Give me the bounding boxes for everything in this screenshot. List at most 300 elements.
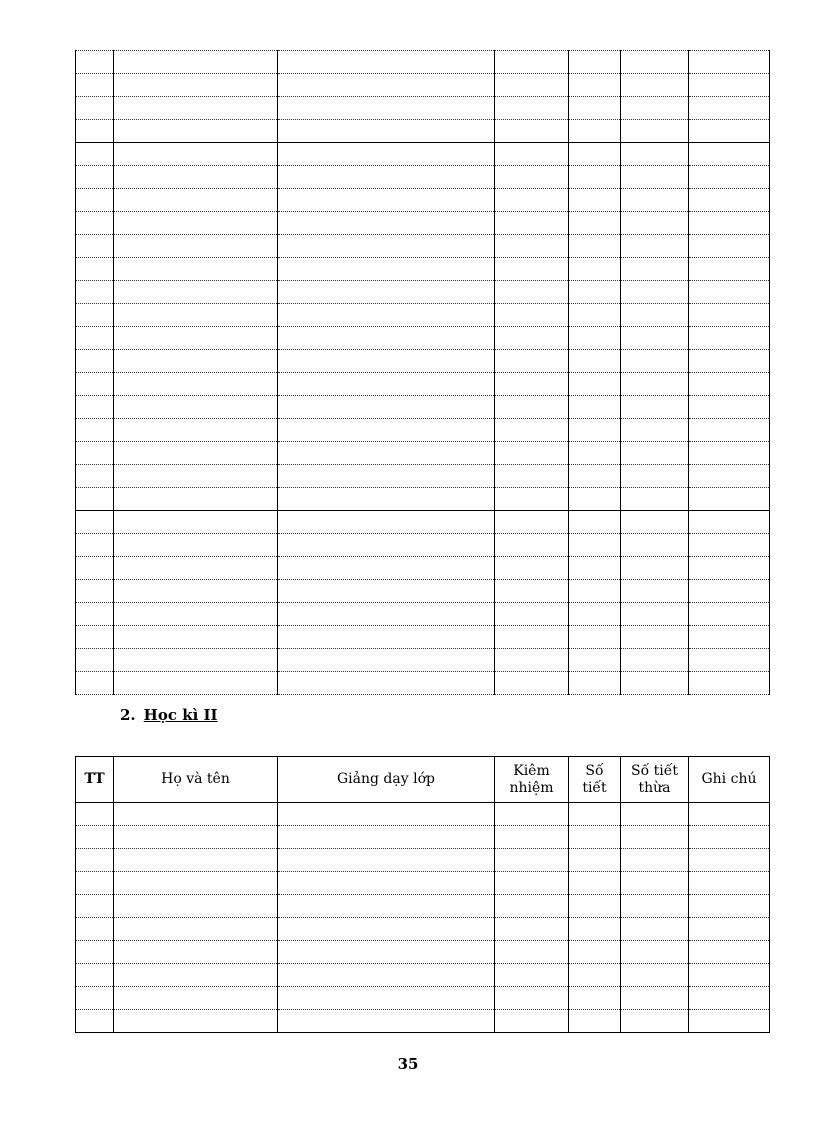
table-cell: [495, 143, 569, 166]
table-cell: [76, 373, 114, 396]
table-cell: [76, 964, 114, 987]
table-row: [76, 166, 770, 189]
table-cell: [495, 327, 569, 350]
table-cell: [114, 941, 278, 964]
table-cell: [621, 442, 689, 465]
table-header-row: [76, 757, 770, 803]
table-cell: [495, 97, 569, 120]
table-cell: [621, 419, 689, 442]
table-cell: [569, 465, 621, 488]
table-cell: [76, 603, 114, 626]
header-periods-line1: Số: [585, 762, 604, 779]
table-row: [76, 373, 770, 396]
table-cell: [76, 166, 114, 189]
table-cell: [114, 557, 278, 580]
table-cell: [569, 258, 621, 281]
table-cell: [495, 918, 569, 941]
table-cell: [569, 373, 621, 396]
table-cell: [278, 304, 495, 327]
table-row: [76, 97, 770, 120]
table-cell: [114, 120, 278, 143]
table-cell: [621, 235, 689, 258]
table-cell: [278, 626, 495, 649]
table-row: [76, 941, 770, 964]
table-row: [76, 235, 770, 258]
table-cell: [278, 987, 495, 1010]
table-cell: [114, 419, 278, 442]
table-cell: [278, 872, 495, 895]
table-cell: [76, 189, 114, 212]
table-row: [76, 1010, 770, 1033]
table-cell: [495, 872, 569, 895]
table-cell: [76, 580, 114, 603]
table-cell: [76, 74, 114, 97]
table-cell: [495, 350, 569, 373]
table-row: [76, 895, 770, 918]
table-cell: [278, 964, 495, 987]
table-cell: [569, 350, 621, 373]
table-row: [76, 465, 770, 488]
header-extra-periods: [621, 757, 689, 803]
table-cell: [569, 143, 621, 166]
table-cell: [621, 849, 689, 872]
table-cell: [621, 511, 689, 534]
table-cell: [569, 1010, 621, 1033]
table-cell: [278, 143, 495, 166]
table-cell: [114, 849, 278, 872]
table-cell: [621, 189, 689, 212]
table-cell: [689, 603, 770, 626]
table-cell: [621, 97, 689, 120]
table-row: [76, 212, 770, 235]
table-cell: [495, 235, 569, 258]
table-cell: [689, 672, 770, 695]
table-cell: [495, 258, 569, 281]
table-cell: [689, 626, 770, 649]
table-cell: [114, 580, 278, 603]
table-cell: [569, 235, 621, 258]
table-cell: [689, 51, 770, 74]
table-cell: [621, 626, 689, 649]
table-cell: [76, 941, 114, 964]
table-cell: [621, 166, 689, 189]
table-cell: [278, 258, 495, 281]
table-cell: [278, 488, 495, 511]
table-cell: [495, 895, 569, 918]
table-cell: [278, 396, 495, 419]
table-cell: [689, 258, 770, 281]
header-notes: Ghi chú: [689, 757, 770, 803]
table-cell: [114, 189, 278, 212]
table-cell: [76, 895, 114, 918]
table-cell: [569, 166, 621, 189]
table-cell: [621, 964, 689, 987]
table-cell: [569, 442, 621, 465]
table-cell: [495, 281, 569, 304]
table-cell: [569, 557, 621, 580]
table-cell: [278, 580, 495, 603]
table-cell: [569, 511, 621, 534]
table-row: [76, 672, 770, 695]
header-name: Họ và tên: [114, 757, 278, 803]
table-cell: [569, 987, 621, 1010]
table-cell: [689, 488, 770, 511]
table-cell: [621, 51, 689, 74]
table-cell: [621, 649, 689, 672]
table-cell: [495, 442, 569, 465]
table-cell: [621, 74, 689, 97]
table-cell: [569, 872, 621, 895]
header-classes: Giảng dạy lớp: [278, 757, 495, 803]
table-cell: [621, 281, 689, 304]
table-cell: [689, 189, 770, 212]
table-cell: [114, 465, 278, 488]
table-cell: [621, 1010, 689, 1033]
table-cell: [114, 672, 278, 695]
table-row: [76, 534, 770, 557]
table-cell: [689, 373, 770, 396]
table-cell: [495, 396, 569, 419]
table-cell: [621, 672, 689, 695]
table-cell: [114, 534, 278, 557]
table-cell: [495, 120, 569, 143]
table-cell: [76, 143, 114, 166]
table-cell: [689, 281, 770, 304]
table-cell: [278, 557, 495, 580]
table-cell: [569, 918, 621, 941]
table-cell: [621, 918, 689, 941]
table-cell: [114, 895, 278, 918]
page-number: 35: [397, 1055, 419, 1073]
header-periods-line2: tiết: [582, 779, 607, 796]
table-cell: [114, 918, 278, 941]
table-cell: [278, 465, 495, 488]
table-cell: [76, 672, 114, 695]
table-cell: [495, 304, 569, 327]
table-cell: [689, 895, 770, 918]
table-cell: [621, 258, 689, 281]
table-cell: [114, 872, 278, 895]
table-cell: [76, 258, 114, 281]
table-cell: [76, 281, 114, 304]
table-cell: [76, 918, 114, 941]
table-cell: [495, 964, 569, 987]
header-tt: TT: [76, 757, 114, 803]
table-cell: [278, 327, 495, 350]
table-cell: [495, 626, 569, 649]
table-cell: [569, 649, 621, 672]
table-cell: [278, 895, 495, 918]
table-row: [76, 849, 770, 872]
table-cell: [278, 603, 495, 626]
table-cell: [689, 235, 770, 258]
table-cell: [621, 120, 689, 143]
table-cell: [76, 1010, 114, 1033]
table-cell: [569, 534, 621, 557]
table-cell: [278, 941, 495, 964]
table-cell: [621, 826, 689, 849]
table-cell: [278, 534, 495, 557]
table-cell: [569, 327, 621, 350]
header-extra-line1: Số tiết: [631, 762, 678, 779]
table-cell: [76, 235, 114, 258]
table-row: [76, 143, 770, 166]
table-cell: [76, 649, 114, 672]
table-cell: [621, 987, 689, 1010]
table-cell: [495, 941, 569, 964]
table-cell: [495, 826, 569, 849]
table-cell: [689, 442, 770, 465]
table-cell: [76, 557, 114, 580]
table-cell: [495, 465, 569, 488]
table-semester-2: [75, 756, 770, 1033]
table-cell: [114, 396, 278, 419]
table-row: [76, 189, 770, 212]
table-row: [76, 327, 770, 350]
table-cell: [569, 964, 621, 987]
table-cell: [569, 941, 621, 964]
table-cell: [114, 373, 278, 396]
table-cell: [114, 97, 278, 120]
table-cell: [689, 143, 770, 166]
header-periods: [569, 757, 621, 803]
table-cell: [689, 964, 770, 987]
table-cell: [495, 212, 569, 235]
table-cell: [114, 987, 278, 1010]
section-title: Học kì II: [143, 706, 218, 724]
table-cell: [495, 74, 569, 97]
table-cell: [495, 849, 569, 872]
table-cell: [278, 189, 495, 212]
header-extra-line2: thừa: [638, 779, 671, 796]
table-cell: [114, 281, 278, 304]
table-cell: [76, 534, 114, 557]
table-cell: [114, 488, 278, 511]
table-row: [76, 304, 770, 327]
table-cell: [689, 97, 770, 120]
table-cell: [114, 626, 278, 649]
table-cell: [569, 212, 621, 235]
table-cell: [621, 872, 689, 895]
table-cell: [689, 1010, 770, 1033]
table-cell: [495, 649, 569, 672]
table-row: [76, 964, 770, 987]
table-cell: [569, 626, 621, 649]
table-cell: [114, 350, 278, 373]
header-concurrent-line2: nhiệm: [509, 779, 554, 796]
table-cell: [495, 672, 569, 695]
table-cell: [114, 166, 278, 189]
table-cell: [76, 442, 114, 465]
table-cell: [76, 97, 114, 120]
table-cell: [495, 534, 569, 557]
table-cell: [278, 74, 495, 97]
table-row: [76, 442, 770, 465]
header-concurrent: [495, 757, 569, 803]
table-cell: [495, 488, 569, 511]
table-row: [76, 826, 770, 849]
table-row: [76, 603, 770, 626]
table-cell: [76, 987, 114, 1010]
table-cell: [114, 74, 278, 97]
table-row: [76, 281, 770, 304]
table-row: [76, 120, 770, 143]
table-row: [76, 258, 770, 281]
table-cell: [689, 120, 770, 143]
table-row: [76, 580, 770, 603]
table-cell: [114, 603, 278, 626]
table-cell: [114, 442, 278, 465]
table-cell: [495, 511, 569, 534]
table-cell: [621, 373, 689, 396]
table-cell: [114, 143, 278, 166]
table-row: [76, 74, 770, 97]
table-cell: [569, 97, 621, 120]
table-cell: [278, 350, 495, 373]
table-cell: [689, 465, 770, 488]
table-cell: [76, 396, 114, 419]
table-row: [76, 419, 770, 442]
table-cell: [569, 189, 621, 212]
table-cell: [689, 987, 770, 1010]
table-cell: [76, 826, 114, 849]
table-row: [76, 557, 770, 580]
table-cell: [76, 304, 114, 327]
table-cell: [114, 964, 278, 987]
table-cell: [278, 212, 495, 235]
table-cell: [689, 166, 770, 189]
table-cell: [621, 327, 689, 350]
table-cell: [569, 603, 621, 626]
table-cell: [689, 849, 770, 872]
table-cell: [278, 918, 495, 941]
table-cell: [278, 511, 495, 534]
table-cell: [689, 918, 770, 941]
table-cell: [278, 826, 495, 849]
table-cell: [495, 419, 569, 442]
table-cell: [621, 603, 689, 626]
table-cell: [278, 97, 495, 120]
table-cell: [621, 895, 689, 918]
table-cell: [689, 803, 770, 826]
table-cell: [114, 212, 278, 235]
table-cell: [689, 649, 770, 672]
header-concurrent-line1: Kiêm: [513, 762, 550, 779]
table-cell: [76, 212, 114, 235]
table-cell: [689, 396, 770, 419]
table-cell: [621, 488, 689, 511]
table-semester-1-continued: [75, 50, 770, 695]
table-cell: [114, 51, 278, 74]
table-row: [76, 872, 770, 895]
table-cell: [569, 419, 621, 442]
table-cell: [278, 120, 495, 143]
table-cell: [569, 672, 621, 695]
table-row: [76, 51, 770, 74]
table-cell: [689, 350, 770, 373]
table-cell: [76, 120, 114, 143]
table-cell: [569, 849, 621, 872]
table-body: [76, 803, 770, 1033]
table-cell: [495, 189, 569, 212]
table-cell: [569, 396, 621, 419]
table-cell: [278, 849, 495, 872]
table-cell: [114, 304, 278, 327]
table-cell: [278, 419, 495, 442]
table-cell: [495, 51, 569, 74]
table-cell: [689, 74, 770, 97]
table-cell: [114, 1010, 278, 1033]
table-cell: [76, 327, 114, 350]
table-cell: [76, 488, 114, 511]
table-cell: [114, 235, 278, 258]
table-cell: [114, 511, 278, 534]
table-cell: [689, 534, 770, 557]
table-cell: [569, 304, 621, 327]
table-cell: [689, 580, 770, 603]
table-cell: [278, 166, 495, 189]
table-cell: [569, 281, 621, 304]
table-cell: [621, 534, 689, 557]
table-cell: [495, 373, 569, 396]
table-cell: [114, 649, 278, 672]
table-cell: [689, 941, 770, 964]
table-cell: [689, 557, 770, 580]
table-cell: [278, 1010, 495, 1033]
table-row: [76, 350, 770, 373]
table-cell: [76, 350, 114, 373]
table-body: [76, 51, 770, 695]
table-row: [76, 987, 770, 1010]
table-cell: [495, 603, 569, 626]
table-cell: [495, 166, 569, 189]
table-cell: [76, 872, 114, 895]
table-cell: [114, 258, 278, 281]
table-row: [76, 626, 770, 649]
table-cell: [114, 826, 278, 849]
table-cell: [569, 51, 621, 74]
table-cell: [114, 327, 278, 350]
table-cell: [76, 803, 114, 826]
section-number: 2.: [120, 706, 136, 724]
table-cell: [621, 396, 689, 419]
table-cell: [689, 327, 770, 350]
table-cell: [278, 442, 495, 465]
table-row: [76, 649, 770, 672]
table-cell: [621, 212, 689, 235]
table-cell: [278, 281, 495, 304]
table-cell: [689, 304, 770, 327]
table-cell: [689, 212, 770, 235]
table-cell: [569, 826, 621, 849]
table-cell: [76, 626, 114, 649]
table-cell: [621, 557, 689, 580]
section-heading-semester-2: [120, 706, 218, 724]
table-cell: [76, 419, 114, 442]
table-cell: [569, 803, 621, 826]
table-cell: [278, 803, 495, 826]
table-cell: [569, 488, 621, 511]
table-cell: [278, 672, 495, 695]
table-cell: [495, 580, 569, 603]
table-cell: [621, 465, 689, 488]
table-cell: [621, 304, 689, 327]
table-cell: [76, 465, 114, 488]
table-row: [76, 918, 770, 941]
table-cell: [689, 511, 770, 534]
table-cell: [76, 511, 114, 534]
table-cell: [569, 580, 621, 603]
